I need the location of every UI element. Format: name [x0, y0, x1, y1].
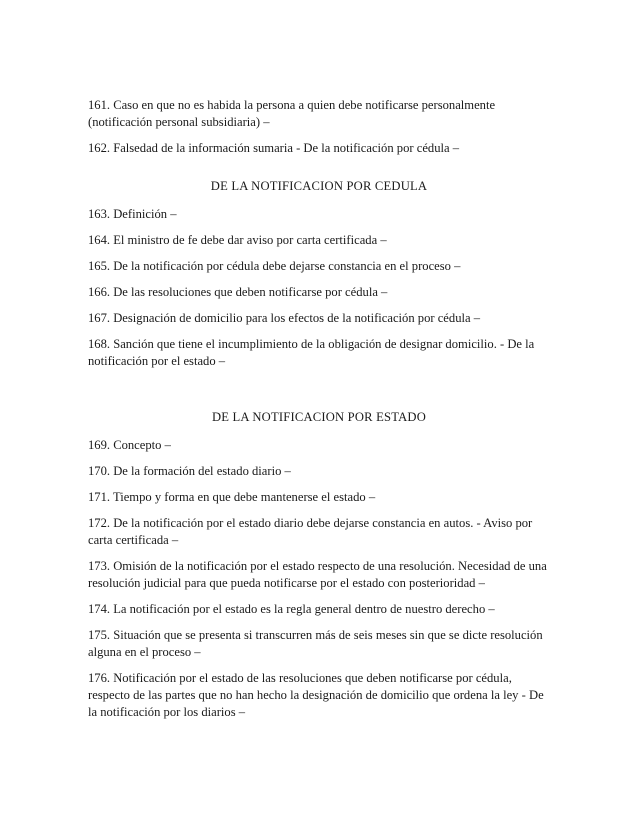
entry-175: 175. Situación que se presenta si transcurren más de seis meses sin que se dicte resolución alguna en el proceso –	[88, 628, 543, 659]
entry-172: 172. De la notificación por el estado diario debe dejarse constancia en autos. - Aviso por carta certificada –	[88, 516, 533, 547]
heading-notificacion-por-estado: DE LA NOTIFICACION POR ESTADO	[212, 410, 426, 424]
entry-170: 170. De la formación del estado diario –	[88, 464, 291, 478]
entry-174: 174. La notificación por el estado es la regla general dentro de nuestro derecho –	[88, 602, 495, 616]
entry-165: 165. De la notificación por cédula debe dejarse constancia en el proceso –	[88, 259, 461, 273]
entry-161: 161. Caso en que no es habida la persona a quien debe notificarse personalmente (notificación personal subsidiaria) –	[88, 98, 496, 129]
entry-173: 173. Omisión de la notificación por el estado respecto de una resolución. Necesidad de una resolución judicial para que pueda notificarse por el estado con posterioridad –	[88, 559, 547, 590]
entry-176: 176. Notificación por el estado de las resoluciones que deben notificarse por cédula, respecto de las partes que no han hecho la designación de domicilio que ordena la ley - De la notificación por los diarios –	[88, 671, 544, 719]
entry-167: 167. Designación de domicilio para los efectos de la notificación por cédula –	[88, 311, 481, 325]
heading-notificacion-por-cedula: DE LA NOTIFICACION POR CEDULA	[210, 179, 428, 193]
entry-162: 162. Falsedad de la información sumaria - De la notificación por cédula –	[88, 141, 460, 155]
entry-163: 163. Definición –	[88, 207, 177, 221]
document-page	[88, 97, 550, 730]
entry-164: 164. El ministro de fe debe dar aviso por carta certificada –	[88, 233, 387, 247]
entry-171: 171. Tiempo y forma en que debe mantenerse el estado –	[88, 490, 376, 504]
entry-169: 169. Concepto –	[88, 438, 171, 452]
entry-168: 168. Sanción que tiene el incumplimiento de la obligación de designar domicilio. - De la notificación por el estado –	[88, 337, 535, 368]
entry-166: 166. De las resoluciones que deben notificarse por cédula –	[88, 285, 388, 299]
